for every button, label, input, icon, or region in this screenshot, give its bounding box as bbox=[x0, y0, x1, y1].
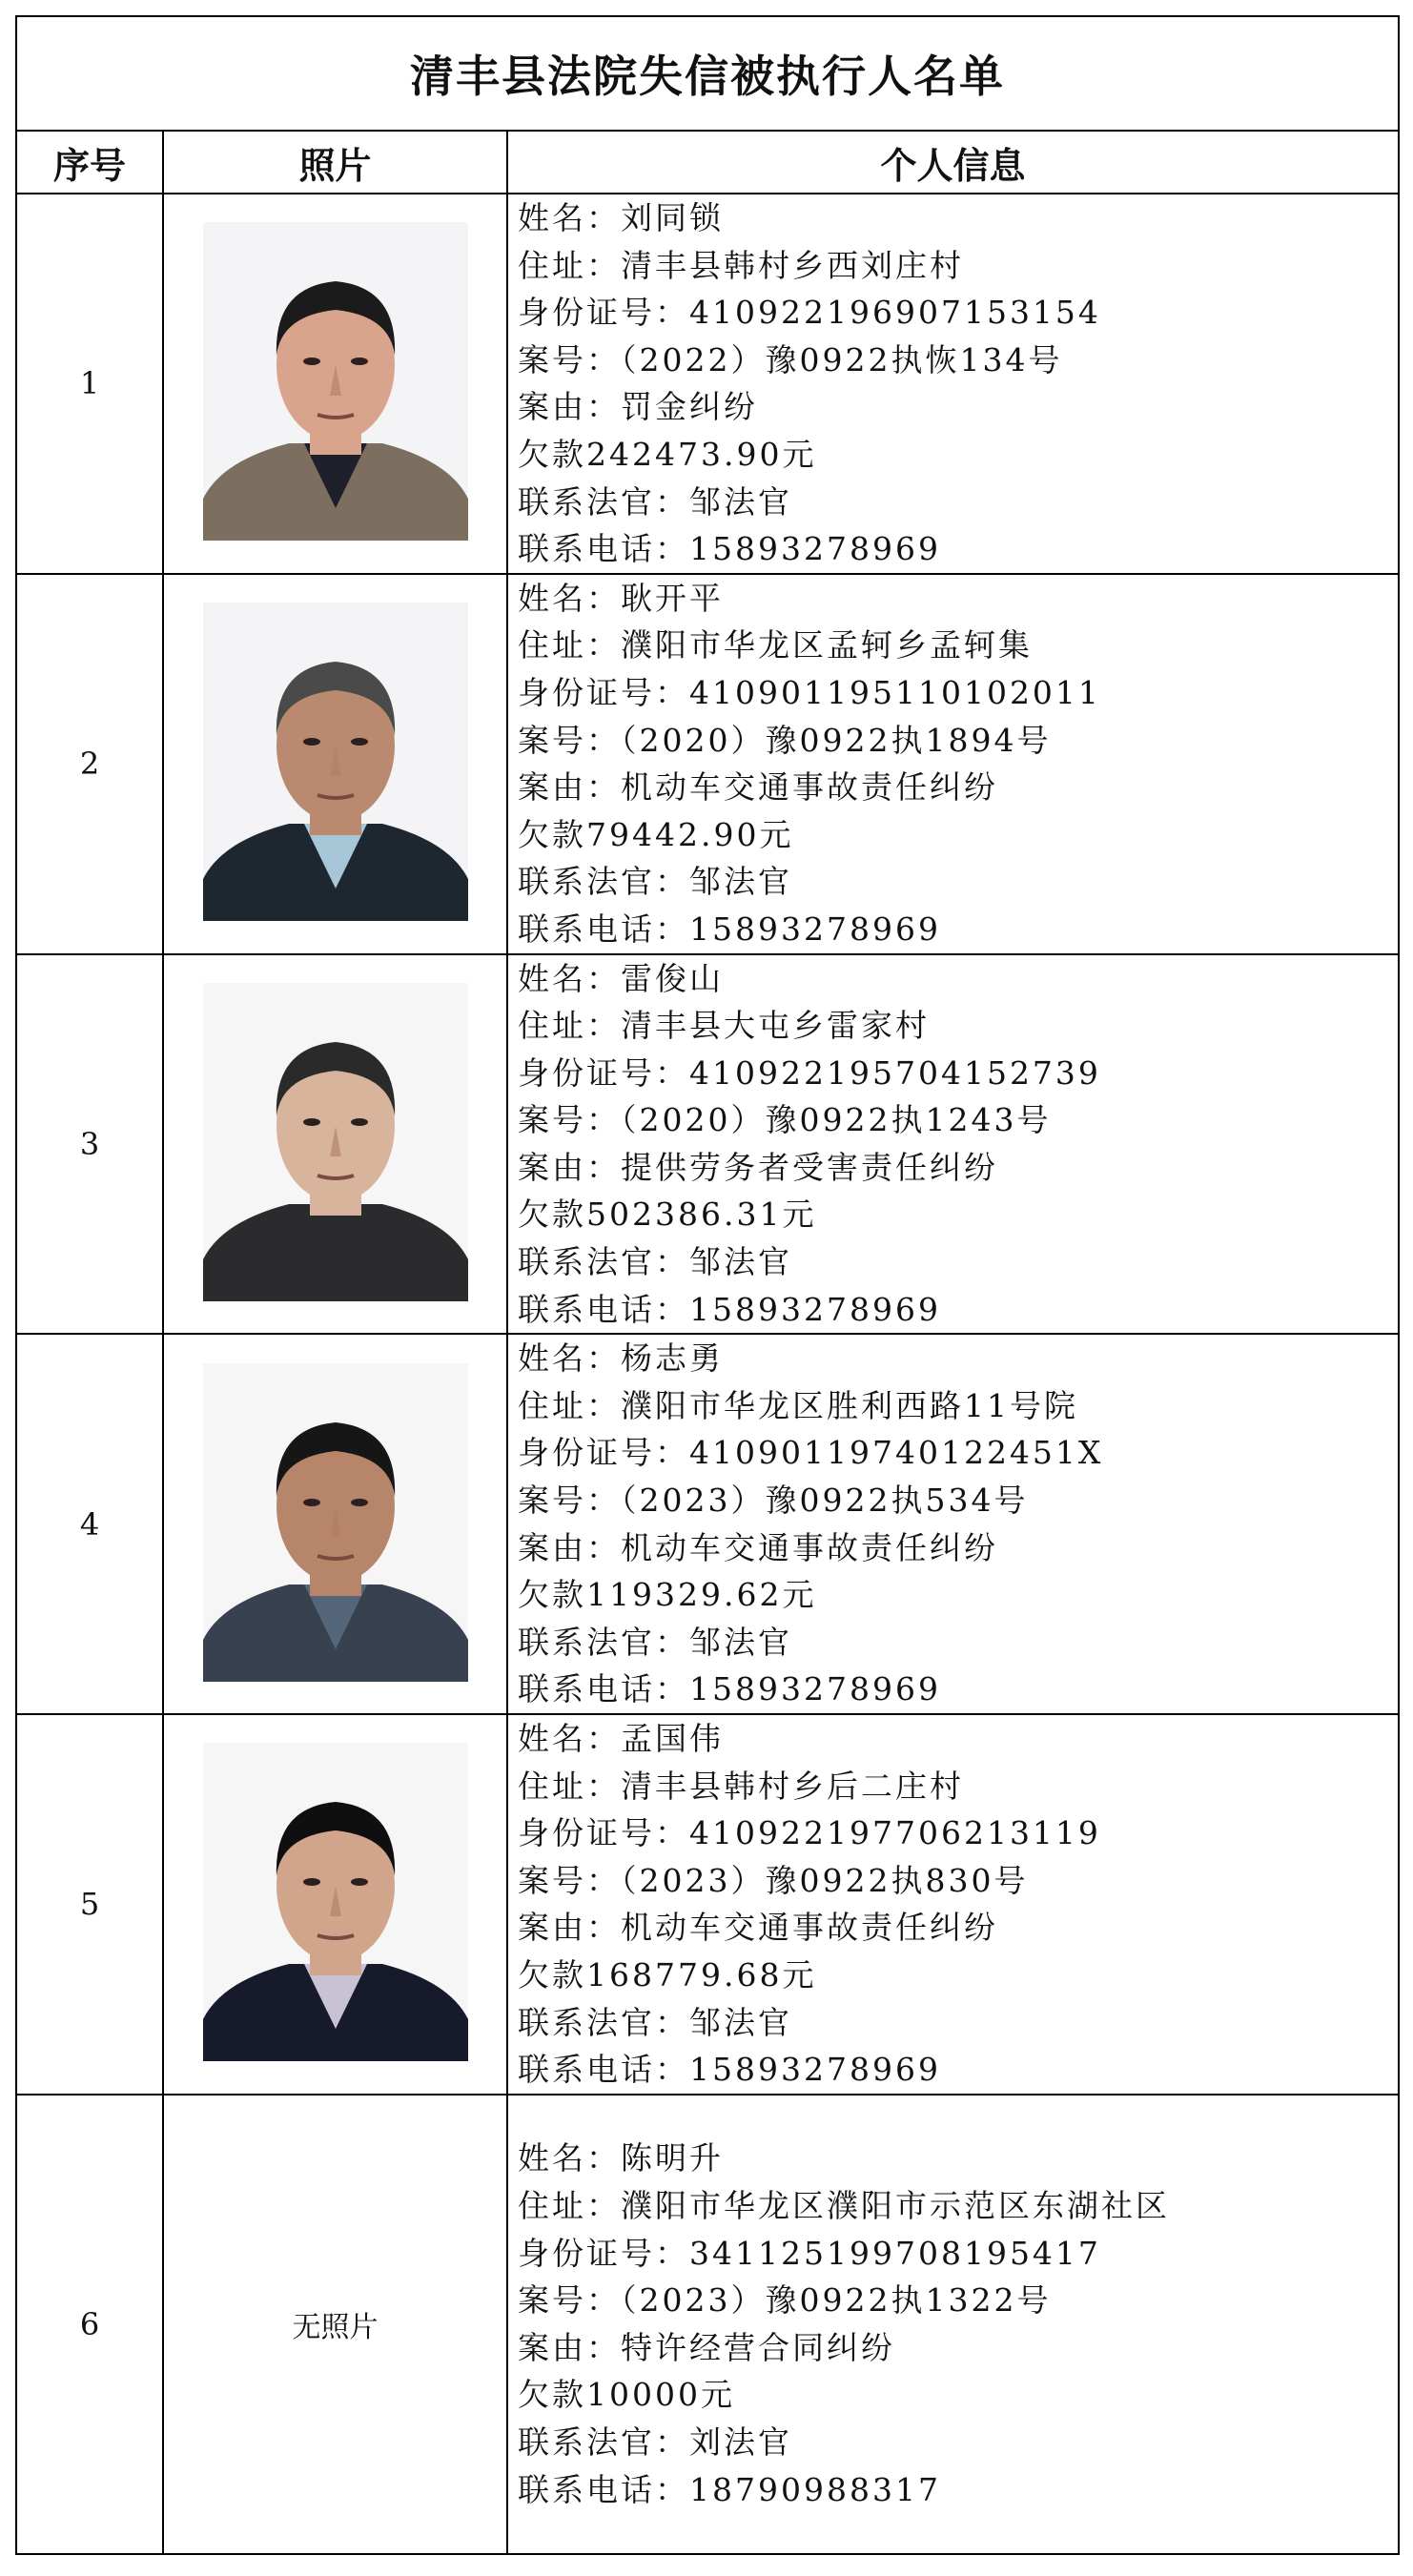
info-debt bbox=[518, 1952, 1398, 1999]
info-value-case: （2023）豫0922执830号 bbox=[621, 1861, 1029, 1899]
rows bbox=[16, 194, 1399, 2554]
photo-cell bbox=[163, 954, 507, 1335]
info-cause bbox=[518, 1144, 1398, 1192]
info-value-id: 410922197706213119 bbox=[689, 1814, 1101, 1852]
info-value-cause: 机动车交通事故责任纠纷 bbox=[621, 1528, 998, 1566]
info-label-case: 案号： bbox=[518, 1861, 621, 1899]
info-name bbox=[518, 575, 1398, 623]
info-label-phone: 联系电话： bbox=[518, 2470, 689, 2508]
header-info: 个人信息 bbox=[507, 131, 1399, 194]
portrait-photo bbox=[203, 983, 468, 1301]
info-label-id: 身份证号： bbox=[518, 1053, 689, 1092]
photo-cell bbox=[163, 574, 507, 954]
info-value-cause: 机动车交通事故责任纠纷 bbox=[621, 768, 998, 807]
table-row-5 bbox=[16, 1714, 1399, 2095]
info-value-name: 耿开平 bbox=[621, 579, 724, 617]
info-value-case: （2023）豫0922执1322号 bbox=[621, 2281, 1052, 2320]
info-address bbox=[518, 1002, 1398, 1050]
info-label-phone: 联系电话： bbox=[518, 910, 689, 948]
info-label-address: 住址： bbox=[518, 1767, 621, 1805]
info-judge bbox=[518, 858, 1398, 906]
info-label-case: 案号： bbox=[518, 721, 621, 759]
info-label-address: 住址： bbox=[518, 246, 621, 284]
info-label-cause: 案由： bbox=[518, 1528, 621, 1566]
info-cause bbox=[518, 764, 1398, 811]
info-phone bbox=[518, 2046, 1398, 2094]
info-cause bbox=[518, 1524, 1398, 1572]
info-phone bbox=[518, 525, 1398, 573]
info-value-phone: 15893278969 bbox=[689, 1670, 941, 1708]
info-name bbox=[518, 1715, 1398, 1763]
table-row-2 bbox=[16, 574, 1399, 954]
info-label-case: 案号： bbox=[518, 340, 621, 378]
info-id bbox=[518, 289, 1398, 337]
info-case bbox=[518, 1096, 1398, 1144]
info-judge bbox=[518, 1619, 1398, 1666]
info-value-case: （2020）豫0922执1894号 bbox=[621, 721, 1052, 759]
info-label-cause: 案由： bbox=[518, 1909, 621, 1947]
info-label-judge: 联系法官： bbox=[518, 2423, 689, 2461]
info-label-debt: 欠款 bbox=[518, 1955, 586, 1993]
info-label-debt: 欠款 bbox=[518, 2376, 586, 2414]
photo-cell bbox=[163, 2095, 507, 2554]
row-number: 4 bbox=[16, 1334, 163, 1714]
info-cell bbox=[507, 2095, 1399, 2554]
info-value-phone: 15893278969 bbox=[689, 1290, 941, 1328]
info-label-cause: 案由： bbox=[518, 388, 621, 426]
table-row-6 bbox=[16, 2095, 1399, 2554]
portrait-photo bbox=[203, 603, 468, 921]
info-value-address: 清丰县大屯乡雷家村 bbox=[621, 1007, 930, 1045]
info-label-judge: 联系法官： bbox=[518, 1623, 689, 1661]
info-label-id: 身份证号： bbox=[518, 673, 689, 711]
info-label-address: 住址： bbox=[518, 1386, 621, 1424]
info-id bbox=[518, 1050, 1398, 1097]
info-case bbox=[518, 1477, 1398, 1524]
info-value-debt: 242473.90元 bbox=[586, 435, 817, 473]
info-label-judge: 联系法官： bbox=[518, 1243, 689, 1281]
info-value-case: （2020）豫0922执1243号 bbox=[621, 1101, 1052, 1139]
info-label-id: 身份证号： bbox=[518, 1814, 689, 1852]
info-label-name: 姓名： bbox=[518, 1720, 621, 1757]
info-value-judge: 邹法官 bbox=[689, 482, 792, 521]
info-value-name: 雷俊山 bbox=[621, 959, 724, 997]
info-address bbox=[518, 622, 1398, 669]
info-name bbox=[518, 955, 1398, 1003]
info-label-phone: 联系电话： bbox=[518, 530, 689, 568]
info-case bbox=[518, 1857, 1398, 1905]
info-cell bbox=[507, 1714, 1399, 2095]
info-label-name: 姓名： bbox=[518, 1339, 621, 1378]
info-value-debt: 79442.90元 bbox=[586, 815, 794, 853]
info-label-id: 身份证号： bbox=[518, 294, 689, 332]
info-value-id: 410922196907153154 bbox=[689, 294, 1101, 332]
info-phone bbox=[518, 2466, 1398, 2514]
info-label-name: 姓名： bbox=[518, 2139, 621, 2177]
info-address bbox=[518, 242, 1398, 290]
info-judge bbox=[518, 2419, 1398, 2466]
info-label-name: 姓名： bbox=[518, 579, 621, 617]
info-value-cause: 提供劳务者受害责任纠纷 bbox=[621, 1148, 998, 1186]
info-value-judge: 邹法官 bbox=[689, 1243, 792, 1281]
info-phone bbox=[518, 906, 1398, 953]
info-label-debt: 欠款 bbox=[518, 815, 586, 853]
info-label-phone: 联系电话： bbox=[518, 1670, 689, 1708]
info-value-phone: 15893278969 bbox=[689, 2051, 941, 2089]
info-cell bbox=[507, 954, 1399, 1335]
table-row-4 bbox=[16, 1334, 1399, 1714]
info-id bbox=[518, 1809, 1398, 1857]
info-value-debt: 168779.68元 bbox=[586, 1955, 817, 1993]
info-debt bbox=[518, 1571, 1398, 1619]
info-value-case: （2023）豫0922执534号 bbox=[621, 1482, 1029, 1520]
info-name bbox=[518, 194, 1398, 242]
info-label-cause: 案由： bbox=[518, 1148, 621, 1186]
info-label-judge: 联系法官： bbox=[518, 2003, 689, 2041]
info-debt bbox=[518, 1191, 1398, 1238]
info-cause bbox=[518, 383, 1398, 431]
row-number: 2 bbox=[16, 574, 163, 954]
table-row-1 bbox=[16, 194, 1399, 574]
header-photo: 照片 bbox=[163, 131, 507, 194]
info-value-judge: 刘法官 bbox=[689, 2423, 792, 2461]
info-value-id: 410922195704152739 bbox=[689, 1053, 1101, 1092]
info-value-debt: 119329.62元 bbox=[586, 1576, 817, 1614]
info-label-debt: 欠款 bbox=[518, 435, 586, 473]
row-number: 3 bbox=[16, 954, 163, 1335]
info-debt bbox=[518, 2371, 1398, 2419]
info-phone bbox=[518, 1666, 1398, 1713]
info-debt bbox=[518, 431, 1398, 479]
info-phone bbox=[518, 1286, 1398, 1334]
info-value-debt: 10000元 bbox=[586, 2376, 735, 2414]
info-value-address: 清丰县韩村乡后二庄村 bbox=[621, 1767, 964, 1805]
info-label-judge: 联系法官： bbox=[518, 863, 689, 901]
info-judge bbox=[518, 1238, 1398, 1286]
photo-cell bbox=[163, 194, 507, 574]
info-value-phone: 18790988317 bbox=[689, 2470, 941, 2508]
info-address bbox=[518, 1763, 1398, 1810]
info-label-case: 案号： bbox=[518, 2281, 621, 2320]
info-value-cause: 罚金纠纷 bbox=[621, 388, 758, 426]
info-value-cause: 机动车交通事故责任纠纷 bbox=[621, 1909, 998, 1947]
info-label-cause: 案由： bbox=[518, 2328, 621, 2366]
page-title: 清丰县法院失信被执行人名单 bbox=[16, 16, 1399, 131]
info-cause bbox=[518, 1904, 1398, 1952]
info-cell bbox=[507, 194, 1399, 574]
info-label-judge: 联系法官： bbox=[518, 482, 689, 521]
info-value-id: 410901195110102011 bbox=[689, 673, 1101, 711]
info-label-name: 姓名： bbox=[518, 959, 621, 997]
info-id bbox=[518, 669, 1398, 717]
info-case bbox=[518, 717, 1398, 765]
info-label-phone: 联系电话： bbox=[518, 2051, 689, 2089]
info-value-address: 清丰县韩村乡西刘庄村 bbox=[621, 246, 964, 284]
row-number: 1 bbox=[16, 194, 163, 574]
info-value-name: 杨志勇 bbox=[621, 1339, 724, 1378]
info-value-case: （2022）豫0922执恢134号 bbox=[621, 340, 1063, 378]
info-address bbox=[518, 1382, 1398, 1430]
no-photo-text: 无照片 bbox=[292, 2310, 379, 2344]
table-row-3 bbox=[16, 954, 1399, 1335]
info-value-id: 41090119740122451X bbox=[689, 1434, 1104, 1472]
info-label-id: 身份证号： bbox=[518, 1434, 689, 1472]
row-number: 5 bbox=[16, 1714, 163, 2095]
info-cell bbox=[507, 1334, 1399, 1714]
info-value-judge: 邹法官 bbox=[689, 2003, 792, 2041]
info-value-name: 刘同锁 bbox=[621, 199, 724, 236]
photo-cell bbox=[163, 1334, 507, 1714]
info-label-case: 案号： bbox=[518, 1101, 621, 1139]
info-value-cause: 特许经营合同纠纷 bbox=[621, 2328, 895, 2366]
debtor-list-table bbox=[15, 15, 1400, 2555]
info-cause bbox=[518, 2324, 1398, 2372]
portrait-photo bbox=[203, 222, 468, 541]
portrait-photo bbox=[203, 1743, 468, 2061]
info-label-phone: 联系电话： bbox=[518, 1290, 689, 1328]
header-no: 序号 bbox=[16, 131, 163, 194]
info-value-phone: 15893278969 bbox=[689, 530, 941, 568]
portrait-photo bbox=[203, 1363, 468, 1682]
info-value-address: 濮阳市华龙区胜利西路11号院 bbox=[621, 1386, 1078, 1424]
info-label-case: 案号： bbox=[518, 1482, 621, 1520]
info-debt bbox=[518, 811, 1398, 859]
info-address bbox=[518, 2182, 1398, 2230]
info-label-address: 住址： bbox=[518, 626, 621, 664]
info-value-name: 孟国伟 bbox=[621, 1720, 724, 1757]
info-case bbox=[518, 2277, 1398, 2324]
info-judge bbox=[518, 479, 1398, 526]
info-name bbox=[518, 2135, 1398, 2182]
info-label-debt: 欠款 bbox=[518, 1196, 586, 1234]
info-label-debt: 欠款 bbox=[518, 1576, 586, 1614]
info-name bbox=[518, 1335, 1398, 1382]
info-judge bbox=[518, 1999, 1398, 2047]
info-id bbox=[518, 1429, 1398, 1477]
info-label-id: 身份证号： bbox=[518, 2234, 689, 2272]
info-value-address: 濮阳市华龙区孟轲乡孟轲集 bbox=[621, 626, 1033, 664]
info-label-cause: 案由： bbox=[518, 768, 621, 807]
info-value-id: 341125199708195417 bbox=[689, 2234, 1101, 2272]
info-label-address: 住址： bbox=[518, 2186, 621, 2224]
info-value-judge: 邹法官 bbox=[689, 863, 792, 901]
info-cell bbox=[507, 574, 1399, 954]
info-id bbox=[518, 2230, 1398, 2278]
photo-cell bbox=[163, 1714, 507, 2095]
info-value-phone: 15893278969 bbox=[689, 910, 941, 948]
info-value-debt: 502386.31元 bbox=[586, 1196, 817, 1234]
info-label-address: 住址： bbox=[518, 1007, 621, 1045]
info-value-name: 陈明升 bbox=[621, 2139, 724, 2177]
info-case bbox=[518, 337, 1398, 384]
info-label-name: 姓名： bbox=[518, 199, 621, 236]
info-value-address: 濮阳市华龙区濮阳市示范区东湖社区 bbox=[621, 2186, 1170, 2224]
row-number: 6 bbox=[16, 2095, 163, 2554]
info-value-judge: 邹法官 bbox=[689, 1623, 792, 1661]
